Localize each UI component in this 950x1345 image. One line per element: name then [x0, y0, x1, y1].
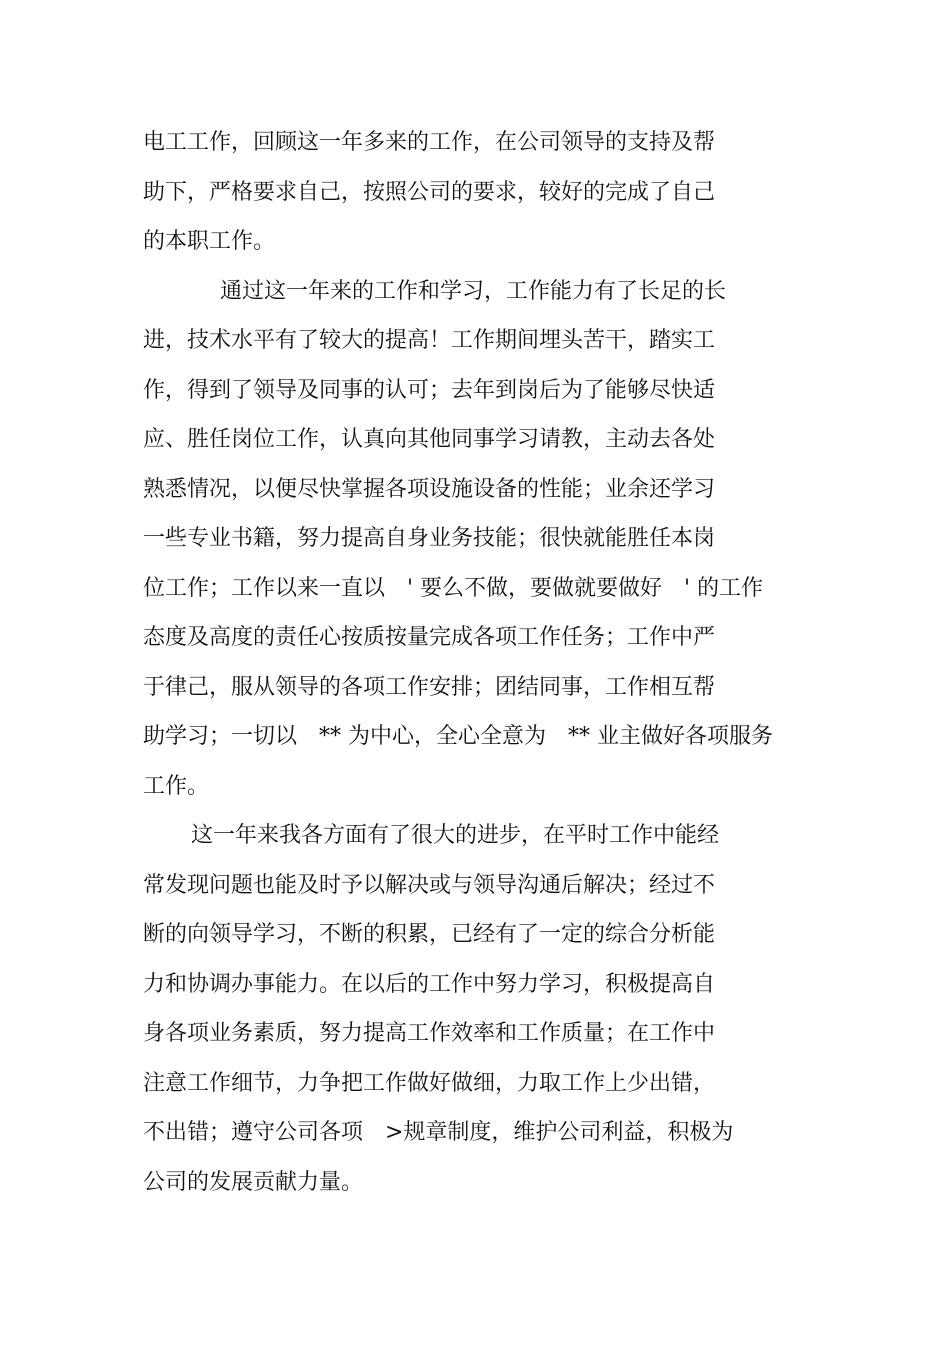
text-line: 电工工作，回顾这一年多来的工作，在公司领导的支持及帮 [143, 130, 716, 155]
document-body [143, 118, 823, 1207]
text-line: 的本职工作。 [143, 229, 276, 254]
text-line: 位工作；工作以来一直以 ' 要么不做，要做就要做好 ' 的工作 [143, 575, 764, 601]
text-line: 这一年来我各方面有了很大的进步，在平时工作中能经 [191, 823, 720, 848]
text-line: 熟悉情况，以便尽快掌握各项设施设备的性能；业余还学习 [143, 476, 716, 502]
text-line: 一些专业书籍，努力提高自身业务技能；很快就能胜任本岗 [143, 526, 716, 551]
text-line: 态度及高度的责任心按质按量完成各项工作任务；工作中严 [143, 625, 716, 650]
text-line: 身各项业务素质，努力提高工作效率和工作质量；在工作中 [143, 1021, 716, 1046]
text-line: 通过这一年来的工作和学习，工作能力有了长足的长 [220, 278, 727, 304]
text-line: 助下，严格要求自己，按照公司的要求，较好的完成了自己 [143, 179, 716, 205]
text-line: 力和协调办事能力。在以后的工作中努力学习，积极提高自 [143, 971, 716, 997]
paragraph-3 [143, 811, 823, 1207]
text-line: 不出错；遵守公司各项 >规章制度，维护公司利益，积极为 [143, 1120, 734, 1145]
paragraph-1 [143, 118, 823, 267]
text-line: 公司的发展贡献力量。 [143, 1169, 364, 1195]
text-line: 断的向领导学习，不断的积累，已经有了一定的综合分析能 [143, 922, 716, 947]
text-line: 常发现问题也能及时予以解决或与领导沟通后解决；经过不 [143, 872, 716, 898]
text-line: 于律己，服从领导的各项工作安排；团结同事，工作相互帮 [143, 674, 716, 700]
text-line: 工作。 [143, 773, 210, 799]
text-line: 注意工作细节，力争把工作做好做细，力取工作上少出错， [143, 1070, 716, 1096]
text-line: 进，技术水平有了较大的提高！工作期间埋头苦干，踏实工 [143, 328, 716, 353]
text-line: 助学习；一切以 ** 为中心，全心全意为 ** 业主做好各项服务 [143, 724, 773, 749]
paragraph-2 [143, 267, 823, 812]
text-line: 应、胜任岗位工作，认真向其他同事学习请教，主动去各处 [143, 427, 716, 452]
text-line: 作，得到了领导及同事的认可；去年到岗后为了能够尽快适 [143, 377, 716, 403]
